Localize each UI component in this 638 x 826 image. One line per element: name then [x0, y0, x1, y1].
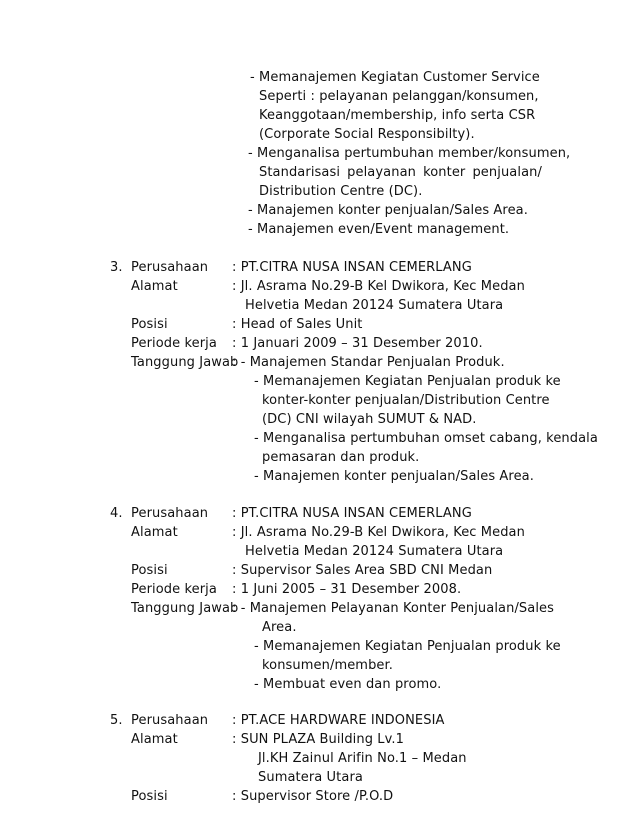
field-label: Periode kerja — [131, 582, 217, 597]
field-value: : - Manajemen Standar Penjualan Produk. — [232, 355, 505, 370]
intro-word: konter — [423, 165, 466, 180]
field-value: : PT.CITRA NUSA INSAN CEMERLANG — [232, 260, 472, 275]
field-value: : PT.ACE HARDWARE INDONESIA — [232, 713, 445, 728]
intro-line: Distribution Centre (DC). — [259, 184, 423, 199]
field-label: Alamat — [131, 525, 178, 540]
field-value: : Jl. Asrama No.29-B Kel Dwikora, Kec Medan — [232, 525, 525, 540]
field-value: - Manajemen konter penjualan/Sales Area. — [254, 469, 534, 484]
field-value: (DC) CNI wilayah SUMUT & NAD. — [262, 412, 477, 427]
field-value: : - Manajemen Pelayanan Konter Penjualan/Sales — [232, 601, 555, 616]
intro-line: - Manajemen even/Event management. — [248, 222, 510, 237]
field-value: pemasaran dan produk. — [262, 450, 420, 465]
field-value: : 1 Januari 2009 – 31 Desember 2010. — [232, 336, 483, 351]
field-value: - Memanajemen Kegiatan Penjualan produk ke — [254, 639, 561, 654]
field-label: Periode kerja — [131, 336, 217, 351]
intro-justified-line — [259, 164, 542, 182]
field-label: Posisi — [131, 563, 168, 578]
intro-line: Seperti : pelayanan pelanggan/konsumen, — [259, 89, 539, 104]
field-value: Area. — [262, 620, 297, 635]
intro-line: Keanggotaan/membership, info serta CSR — [259, 108, 536, 123]
field-value: Sumatera Utara — [258, 770, 363, 785]
field-value: konter-konter penjualan/Distribution Centre — [262, 393, 550, 408]
field-value: Helvetia Medan 20124 Sumatera Utara — [245, 544, 504, 559]
field-value: : Head of Sales Unit — [232, 317, 363, 332]
field-value: : 1 Juni 2005 – 31 Desember 2008. — [232, 582, 462, 597]
field-value: : PT.CITRA NUSA INSAN CEMERLANG — [232, 506, 472, 521]
field-label: Perusahaan — [131, 260, 209, 275]
intro-line: - Manajemen konter penjualan/Sales Area. — [248, 203, 528, 218]
entry-number: 5. — [110, 713, 123, 728]
field-label: Perusahaan — [131, 506, 209, 521]
field-value: konsumen/member. — [262, 658, 394, 673]
field-label: Tanggung Jawab — [131, 601, 239, 616]
field-label: Posisi — [131, 317, 168, 332]
field-label: Alamat — [131, 279, 178, 294]
entry-number: 3. — [110, 260, 123, 275]
field-value: : Supervisor Sales Area SBD CNI Medan — [232, 563, 493, 578]
field-value: : Supervisor Store /P.O.D — [232, 789, 394, 804]
entry-number: 4. — [110, 506, 123, 521]
field-value: - Menganalisa pertumbuhan omset cabang, kendala — [254, 431, 598, 446]
field-value: - Memanajemen Kegiatan Penjualan produk ke — [254, 374, 561, 389]
field-value: : Jl. Asrama No.29-B Kel Dwikora, Kec Medan — [232, 279, 525, 294]
intro-word: Standarisasi — [259, 165, 341, 180]
field-label: Posisi — [131, 789, 168, 804]
field-label: Tanggung Jawab — [131, 355, 239, 370]
intro-line: (Corporate Social Responsibilty). — [259, 127, 475, 142]
field-value: - Membuat even dan promo. — [254, 677, 442, 692]
field-value: : SUN PLAZA Building Lv.1 — [232, 732, 405, 747]
field-value: Helvetia Medan 20124 Sumatera Utara — [245, 298, 504, 313]
intro-line: - Menganalisa pertumbuhan member/konsumen, — [248, 146, 571, 161]
intro-word: pelayanan — [347, 165, 416, 180]
field-label: Alamat — [131, 732, 178, 747]
field-label: Perusahaan — [131, 713, 209, 728]
field-value: Jl.KH Zainul Arifin No.1 – Medan — [258, 751, 467, 766]
intro-line: - Memanajemen Kegiatan Customer Service — [250, 70, 540, 85]
intro-word: penjualan/ — [472, 165, 542, 180]
